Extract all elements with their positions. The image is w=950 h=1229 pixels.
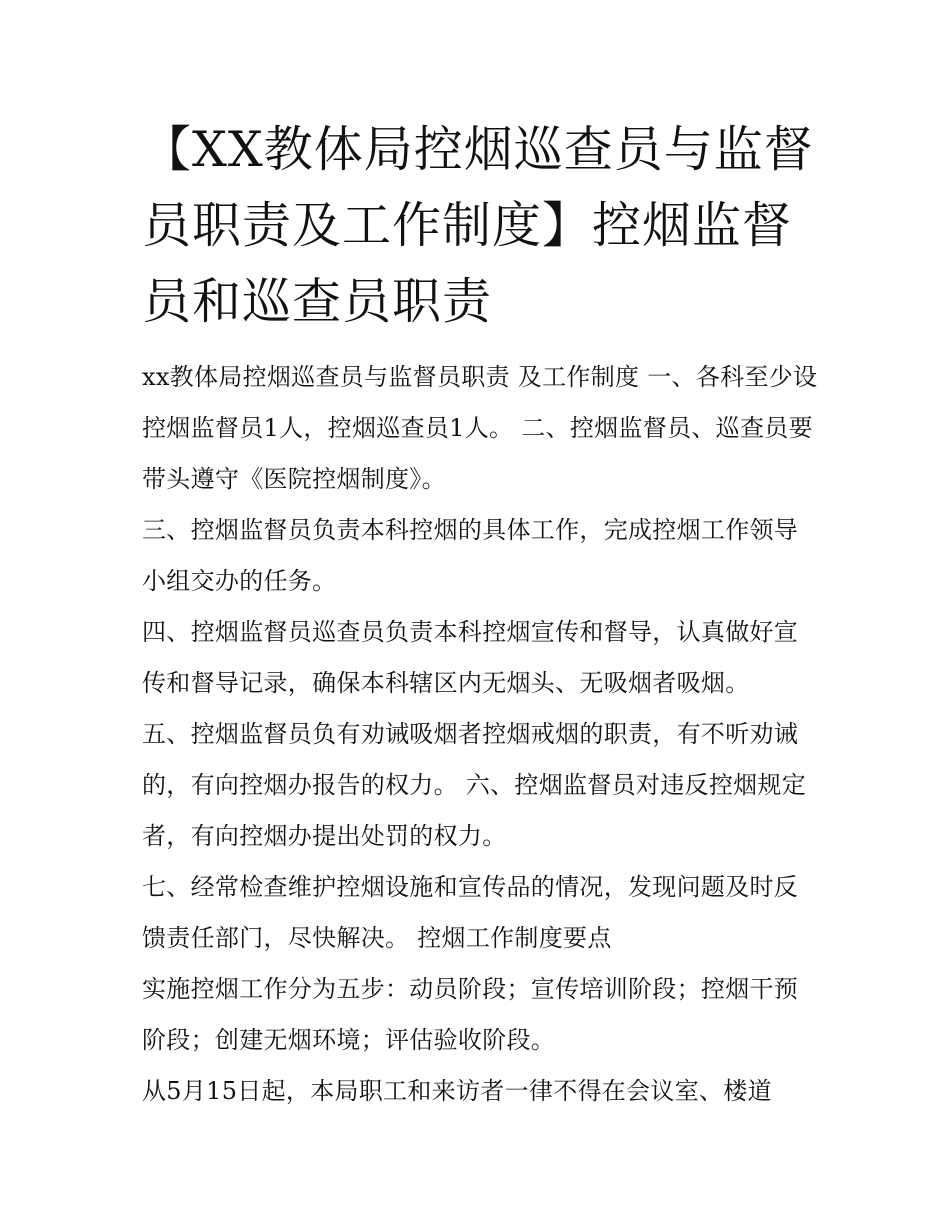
- paragraph-3: 四、控烟监督员巡查员负责本科控烟宣传和督导，认真做好宣传和督导记录，确保本科辖区内无烟头、无吸烟者吸烟。: [142, 618, 799, 697]
- paragraph-2: 三、控烟监督员负责本科控烟的具体工作，完成控烟工作领导小组交办的任务。: [142, 516, 799, 595]
- paragraph-7: 从5月15日起，本局职工和来访者一律不得在会议室、楼道: [142, 1077, 772, 1105]
- paragraph-4: 五、控烟监督员负有劝诫吸烟者控烟戒烟的职责，有不听劝诫的，有向控烟办报告的权力。 六、控烟监督员对违反控烟规定者，有向控烟办提出处罚的权力。: [142, 720, 807, 850]
- document-page: [142, 112, 822, 1117]
- paragraph-1: xx教体局控烟巡查员与监督员职责 及工作制度 一、各科至少设控烟监督员1人，控烟巡查员1人。 二、控烟监督员、巡查员要带头遵守《医院控烟制度》。: [142, 363, 818, 493]
- paragraph-6: 实施控烟工作分为五步：动员阶段；宣传培训阶段；控烟干预阶段；创建无烟环境；评估验收阶段。: [142, 975, 799, 1054]
- document-title: 【XX教体局控烟巡查员与监督员职责及工作制度】控烟监督员和巡查员职责: [142, 121, 814, 330]
- document-body: [142, 352, 822, 1117]
- paragraph-5: 七、经常检查维护控烟设施和宣传品的情况，发现问题及时反馈责任部门，尽快解决。 控烟工作制度要点: [142, 873, 799, 952]
